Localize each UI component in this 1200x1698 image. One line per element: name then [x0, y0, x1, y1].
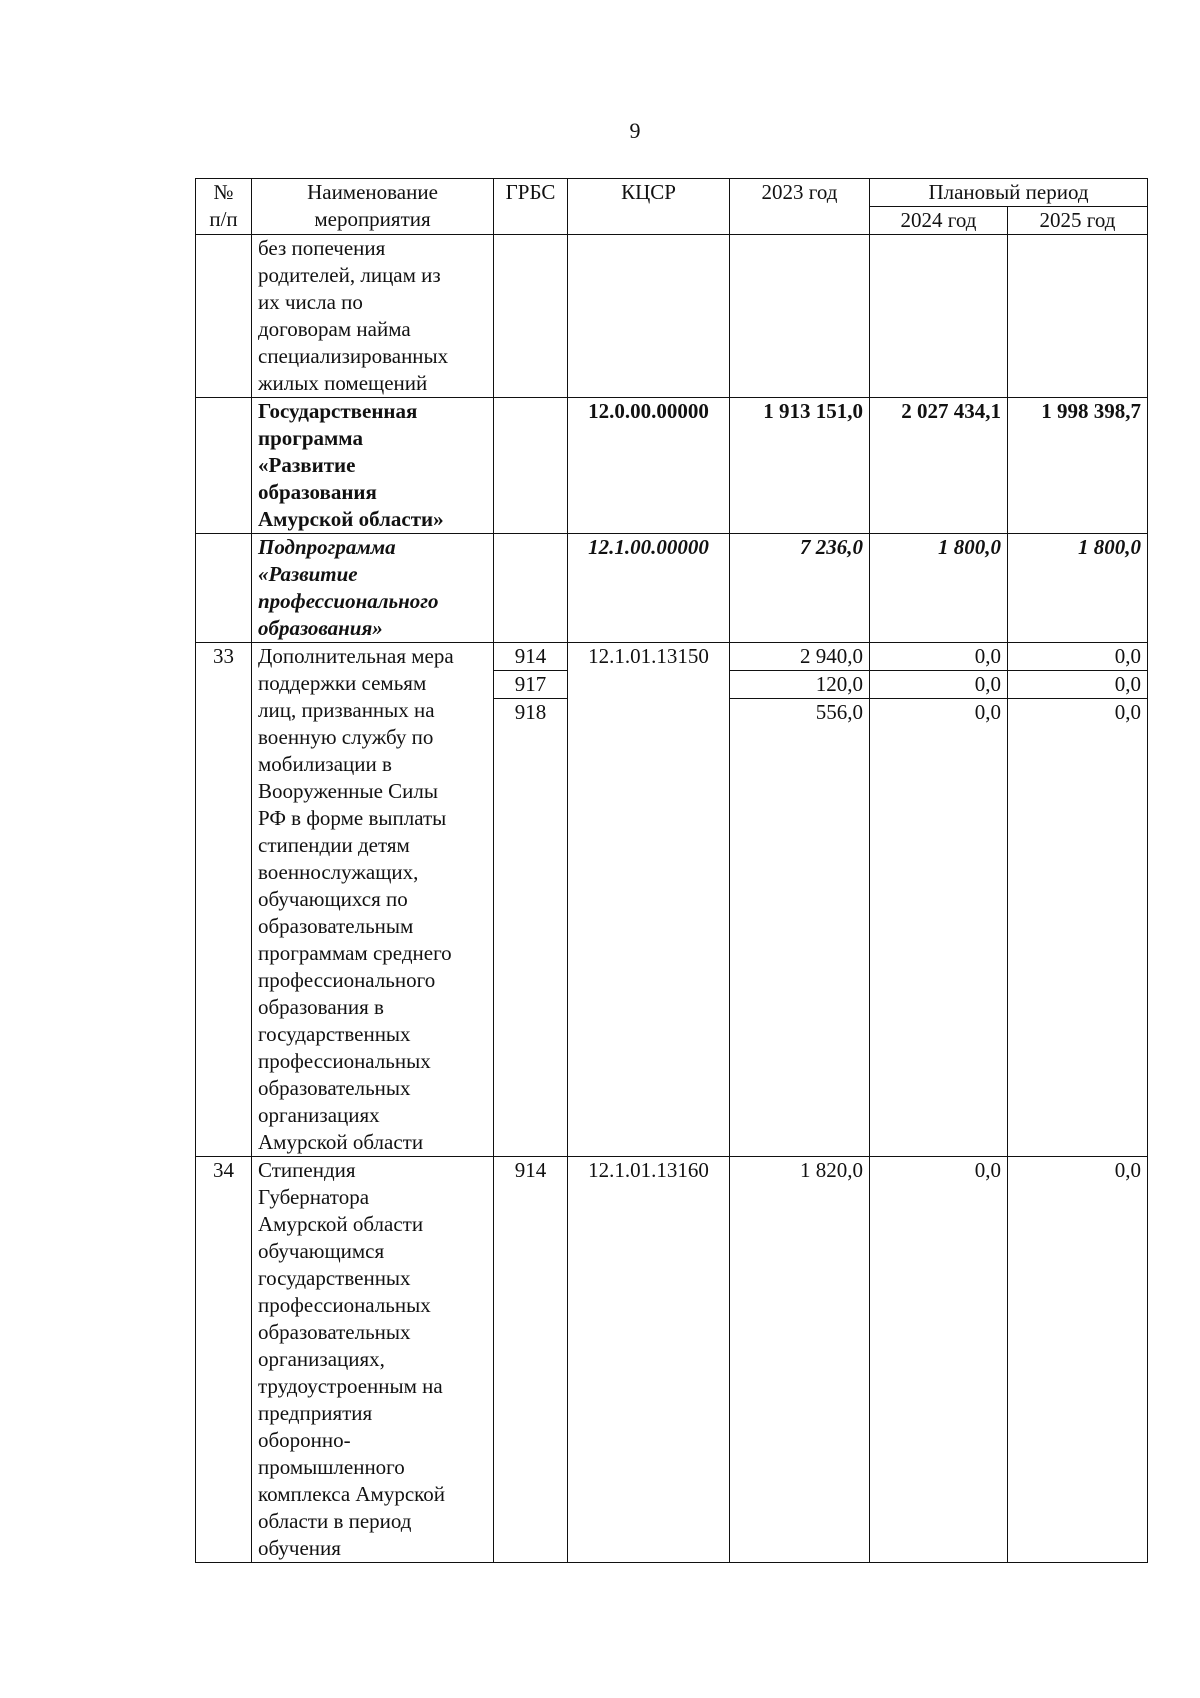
cell-sub-value: 0,0	[974, 700, 1001, 724]
cell-text-line: военнослужащих,	[258, 860, 419, 884]
table-row-33	[196, 643, 1148, 1157]
cell-kcsr: 12.0.00.00000	[568, 398, 730, 534]
header-kcsr: КЦСР	[568, 179, 730, 235]
cell-text-line: государственных	[258, 1266, 411, 1290]
header-no: № п/п	[196, 179, 252, 235]
cell-name	[252, 1157, 494, 1563]
cell-text-line: Государственная	[258, 399, 418, 423]
cell-no	[196, 235, 252, 398]
budget-table	[195, 178, 1148, 1563]
cell-text-line: образовательных	[258, 1076, 411, 1100]
cell-2024	[870, 235, 1008, 398]
header-grbs: ГРБС	[494, 179, 568, 235]
cell-2024: 0,0	[870, 1157, 1008, 1563]
cell-text-line: государственных	[258, 1022, 411, 1046]
cell-text-line: их числа по	[258, 290, 363, 314]
cell-text-line: родителей, лицам из	[258, 263, 441, 287]
header-name: Наименование мероприятия	[252, 179, 494, 235]
header-planned-period: Плановый период	[870, 179, 1148, 207]
cell-text-line: промышленного	[258, 1455, 405, 1479]
cell-text-line: поддержки семьям	[258, 671, 427, 695]
cell-sub-value: 917	[494, 671, 567, 699]
cell-text-line: лиц, призванных на	[258, 698, 435, 722]
cell-text-line: специализированных	[258, 344, 449, 368]
cell-grbs	[494, 643, 568, 1157]
cell-sub-value: 2 940,0	[730, 643, 869, 671]
cell-name	[252, 398, 494, 534]
cell-text-line: программа	[258, 426, 363, 450]
cell-text-line: образовательных	[258, 1320, 411, 1344]
cell-grbs	[494, 534, 568, 643]
cell-text-line: оборонно-	[258, 1428, 351, 1452]
cell-name	[252, 643, 494, 1157]
cell-text-line: образования»	[258, 616, 383, 640]
header-row-1	[196, 179, 1148, 207]
cell-2024: 1 800,0	[870, 534, 1008, 643]
cell-kcsr: 12.1.01.13150	[568, 643, 730, 1157]
header-2025: 2025 год	[1008, 207, 1148, 235]
cell-text-line: предприятия	[258, 1401, 373, 1425]
header-2023: 2023 год	[730, 179, 870, 235]
cell-text-line: Вооруженные Силы	[258, 779, 438, 803]
cell-sub-value: 120,0	[730, 671, 869, 699]
cell-text-line: организациях	[258, 1103, 380, 1127]
cell-sub-value: 0,0	[1114, 700, 1142, 724]
cell-text-line: организациях,	[258, 1347, 385, 1371]
table-row-program	[196, 398, 1148, 534]
cell-text-line: Амурской области	[258, 1212, 424, 1236]
cell-text-line: обучающихся по	[258, 887, 408, 911]
cell-2024	[870, 643, 1008, 1157]
cell-kcsr	[568, 235, 730, 398]
cell-text-line: профессиональных	[258, 1293, 431, 1317]
table-row-continuation	[196, 235, 1148, 398]
cell-2023	[730, 643, 870, 1157]
cell-text-line: мобилизации в	[258, 752, 392, 776]
cell-sub-value: 556,0	[815, 700, 863, 724]
cell-no: 33	[196, 643, 252, 1157]
cell-2024: 2 027 434,1	[870, 398, 1008, 534]
cell-2023	[730, 235, 870, 398]
cell-text-line: образовательным	[258, 914, 414, 938]
cell-2025: 1 800,0	[1008, 534, 1148, 643]
cell-text-line: жилых помещений	[258, 371, 428, 395]
cell-text-line: Губернатора	[258, 1185, 370, 1209]
table-row-subprogram	[196, 534, 1148, 643]
cell-text-line: образования в	[258, 995, 384, 1019]
table-row-34	[196, 1157, 1148, 1563]
cell-text-line: образования	[258, 480, 377, 504]
cell-text-line: профессиональных	[258, 1049, 431, 1073]
cell-text-line: военную службу по	[258, 725, 434, 749]
cell-text-line: трудоустроенным на	[258, 1374, 443, 1398]
cell-grbs	[494, 235, 568, 398]
cell-no	[196, 534, 252, 643]
cell-sub-value: 918	[514, 700, 547, 724]
cell-text-line: стипендии детям	[258, 833, 410, 857]
cell-sub-value: 0,0	[1008, 671, 1147, 699]
cell-text-line: договорам найма	[258, 317, 411, 341]
cell-kcsr: 12.1.01.13160	[568, 1157, 730, 1563]
cell-text-line: комплекса Амурской	[258, 1482, 446, 1506]
cell-text-line: «Развитие	[258, 562, 358, 586]
cell-sub-value: 0,0	[870, 643, 1007, 671]
cell-sub-value: 0,0	[1008, 643, 1147, 671]
cell-2025: 1 998 398,7	[1008, 398, 1148, 534]
cell-text-line: программам среднего	[258, 941, 452, 965]
cell-no: 34	[196, 1157, 252, 1563]
header-2024: 2024 год	[870, 207, 1008, 235]
cell-2025	[1008, 235, 1148, 398]
cell-text-line: области в период	[258, 1509, 412, 1533]
cell-sub-value: 0,0	[870, 671, 1007, 699]
cell-sub-value: 914	[494, 643, 567, 671]
cell-text-line: Амурской области	[258, 1130, 424, 1154]
cell-text-line: обучающимся	[258, 1239, 385, 1263]
cell-text-line: Амурской области»	[258, 507, 444, 531]
cell-name	[252, 534, 494, 643]
cell-name	[252, 235, 494, 398]
cell-2023: 1 913 151,0	[730, 398, 870, 534]
cell-no	[196, 398, 252, 534]
cell-2023: 7 236,0	[730, 534, 870, 643]
cell-text-line: обучения	[258, 1536, 341, 1560]
cell-text-line: РФ в форме выплаты	[258, 806, 447, 830]
cell-grbs: 914	[494, 1157, 568, 1563]
cell-2025	[1008, 643, 1148, 1157]
cell-2025: 0,0	[1008, 1157, 1148, 1563]
cell-text-line: профессионального	[258, 589, 439, 613]
cell-grbs	[494, 398, 568, 534]
cell-kcsr: 12.1.00.00000	[568, 534, 730, 643]
cell-text-line: «Развитие	[258, 453, 356, 477]
cell-2023: 1 820,0	[730, 1157, 870, 1563]
cell-text-line: Подпрограмма	[258, 535, 396, 559]
page-number: 9	[629, 118, 641, 143]
cell-text-line: без попечения	[258, 236, 386, 260]
cell-text-line: Дополнительная мера	[258, 644, 454, 668]
cell-text-line: Стипендия	[258, 1158, 356, 1182]
cell-text-line: профессионального	[258, 968, 436, 992]
